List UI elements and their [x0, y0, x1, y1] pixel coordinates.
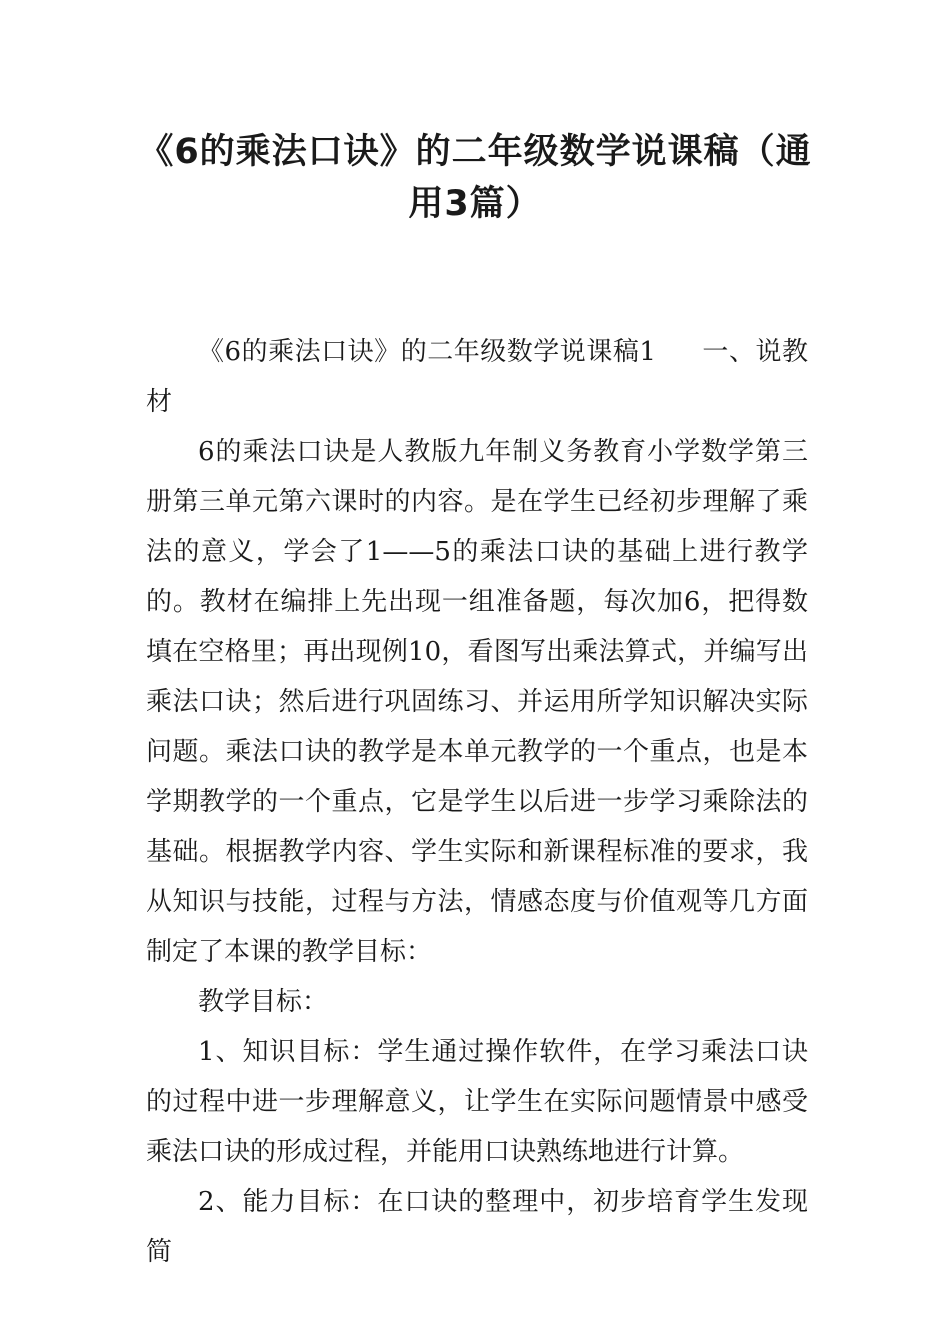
body-paragraph-3: 1、知识目标：学生通过操作软件，在学习乘法口诀的过程中进一步理解意义，让学生在实际问题情景中感受乘法口诀的形成过程，并能用口诀熟练地进行计算。 [146, 1037, 808, 1167]
body-paragraph-4: 2、能力目标：在口诀的整理中，初步培育学生发现简 [146, 1187, 808, 1267]
document-title [120, 126, 830, 230]
document-body [146, 327, 808, 1277]
section-heading: 《6的乘法口诀》的二年级数学说课稿1 [198, 337, 656, 367]
subsection-heading: 一、说教材 [146, 337, 808, 417]
body-paragraph-1: 6的乘法口诀是人教版九年制义务教育小学数学第三册第三单元第六课时的内容。是在学生已经初步理解了乘法的意义，学会了1——5的乘法口诀的基础上进行教学的。教材在编排上先出现一组准备题，每次加6，把得数填在空格里；再出现例10，看图写出乘法算式，并编写出乘法口诀；然后进行巩固练习、并运用所学知识解决实际问题。乘法口诀的教学是本单元教学的一个重点，也是本学期教学的一个重点，它是学生以后进一步学习乘除法的基础。根据教学内容、学生实际和新课程标准的要求，我从知识与技能，过程与方法，情感态度与价值观等几方面制定了本课的教学目标： [146, 437, 808, 967]
section-heading-paragraph [146, 327, 808, 427]
document-title-line-2: 用3篇） [408, 184, 542, 224]
body-paragraph-2: 教学目标： [198, 987, 329, 1017]
document-title-line-1: 《6的乘法口诀》的二年级数学说课稿（通 [138, 132, 812, 172]
